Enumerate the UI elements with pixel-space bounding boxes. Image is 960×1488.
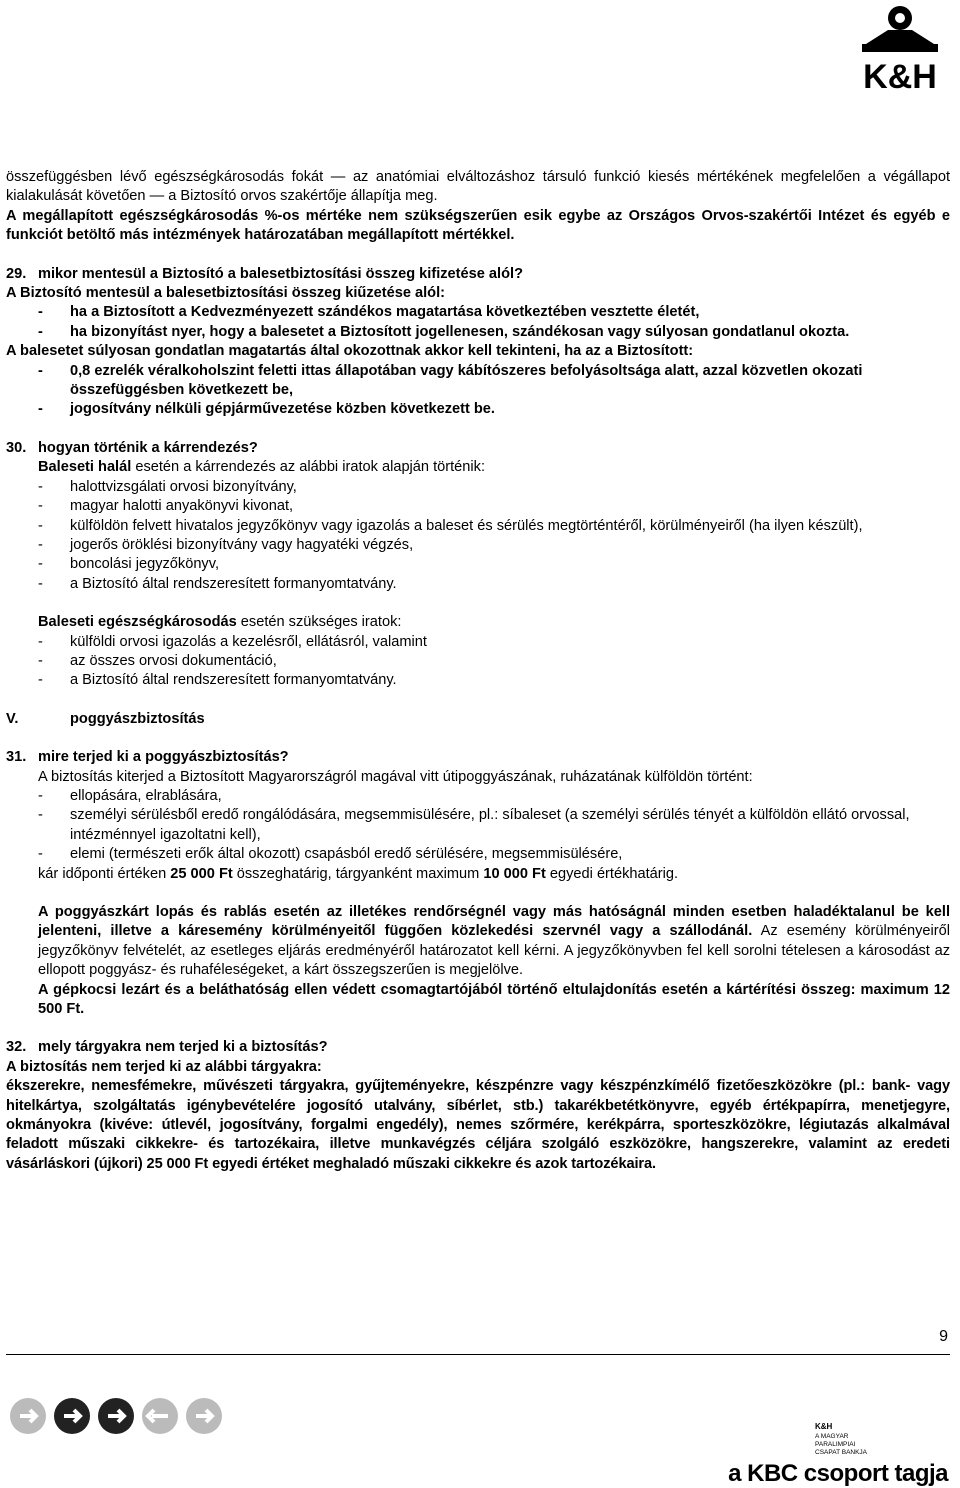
list-item: - ha bizonyítást nyer, hogy a balesetet a Biztosított jogellenesen, szándékosan vagy súlyosan gondatlanul okozta. [38, 323, 850, 340]
question-title: mikor mentesül a Biztosító a balesetbiztosítási összeg kifizetése alól? [38, 265, 523, 282]
svg-text:CSAPAT BANKJA: CSAPAT BANKJA [815, 1449, 868, 1456]
kh-logo [842, 2, 950, 94]
section-title: poggyászbiztosítás [70, 710, 205, 727]
question-number: 31. [6, 749, 27, 766]
list-item: - 0,8 ezrelék véralkoholszint feletti ittas állapotában vagy kábítószeres befolyásoltsága alatt, azzal közvetlen okozati összefüggésben következett be, [38, 362, 863, 399]
question-number: 32. [6, 1039, 27, 1056]
no-food-icon [186, 1398, 222, 1434]
no-photo-icon [142, 1398, 178, 1434]
q32-lead: A biztosítás nem terjed ki az alábbi tárgyakra: [6, 1058, 322, 1075]
q29-lead-2: A balesetet súlyosan gondatlan magatartás által okozottnak akkor kell tekinteni, ha az a Biztosított: [6, 343, 694, 360]
kbc-group-tagline: a KBC csoport tagja [728, 1460, 948, 1487]
q31-lead: A biztosítás kiterjed a Biztosított Magyarországról magával vitt útipoggyászának, ruházatának külföldön történt: [38, 768, 753, 785]
intro-paragraph-1: összefüggésben lévő egészségkárosodás fokát — az anatómiai elváltozáshoz társuló funkció kiesés mértékének megfelelően a végállapot kialakulását követően — a Biztosító orvos szakértője állapítja meg. [6, 169, 950, 205]
list-item: - külföldi orvosi igazolás a kezelésről, ellátásról, valamint [38, 633, 427, 650]
footer-icons [6, 1392, 236, 1450]
svg-text:PARALIMPIAI: PARALIMPIAI [815, 1441, 856, 1448]
paralympic-logo [815, 1420, 879, 1460]
document-body [6, 168, 950, 1174]
q31-limit: kár időponti értéken 25 000 Ft összeghatárig, tárgyanként maximum 10 000 Ft egyedi értékhatárig. [38, 865, 679, 882]
page-number: 9 [939, 1328, 948, 1345]
list-item: - magyar halotti anyakönyvi kivonat, [38, 498, 294, 515]
no-phone-icon [98, 1398, 134, 1434]
list-item: - boncolási jegyzőkönyv, [38, 556, 219, 573]
q29-lead: A Biztosító mentesül a balesetbiztosítási összeg kiűzetése alól: [6, 285, 446, 302]
list-item: - külföldön felvett hivatalos jegyzőkönyv vagy igazolás a baleset és sérülés megtörténtéről, körülményeiről (ha ilyen készült), [38, 517, 863, 534]
list-item: - az összes orvosi dokumentáció, [38, 652, 277, 669]
list-item: - a Biztosító által rendszeresített formanyomtatvány. [38, 575, 397, 592]
list-item: - a Biztosító által rendszeresített formanyomtatvány. [38, 672, 397, 689]
q30-health-lead: Baleseti egészségkárosodás esetén szükséges iratok: [38, 614, 402, 631]
question-title: mire terjed ki a poggyászbiztosítás? [38, 749, 289, 766]
question-31-heading [6, 748, 950, 767]
section-number: V. [6, 710, 19, 727]
question-title: mely tárgyakra nem terjed ki a biztosítás? [38, 1039, 328, 1056]
question-29-heading [6, 265, 950, 284]
list-item: - személyi sérülésből eredő rongálódására, megsemmisülésére, pl.: síbaleset (a személyi sérülés tényét a külföldön ellátó orvossal, intézménnyel igazoltatni kell), [38, 807, 910, 843]
no-smoking-icon [10, 1398, 46, 1434]
question-32-heading [6, 1038, 950, 1057]
svg-text:A MAGYAR: A MAGYAR [815, 1433, 849, 1440]
question-number: 29. [6, 265, 27, 282]
list-item: - ha a Biztosított a Kedvezményezett szándékos magatartása következtében vesztette életét, [38, 304, 700, 321]
question-title: hogyan történik a kárrendezés? [38, 439, 258, 456]
list-item: - halottvizsgálati orvosi bizonyítvány, [38, 478, 297, 495]
list-item: - jogerős öröklési bizonyítvány vagy hagyatéki végzés, [38, 536, 414, 553]
no-entry-icon [54, 1398, 90, 1434]
footer-divider [6, 1354, 950, 1355]
question-30-heading [6, 439, 950, 458]
question-number: 30. [6, 439, 27, 456]
logo-text: K&H [863, 58, 937, 94]
section-5-heading [6, 710, 950, 729]
q32-body: ékszerekre, nemesfémekre, művészeti tárgyakra, gyűjteményekre, készpénzre vagy készpénzkímélő fizetőeszközökre (pl.: bank- vagy hitelkártya, szolgáltatás igénybevételére jogosító utalvány, síbérlet, stb.) takarékbetétkönyvre, egyéb értékpapírra, menetjegyre, okmányokra (kivéve: útlevél, jogosítvány, forgalmi engedély), nemes szőrmére, kerékpárra, sporteszközökre, légiutazás alkalmával feladott műszaki cikkekre- és tartozékaira, illetve munkavégzés céljára szolgáló eszközökre, hangszerekre, valamint az eredeti vásárláskori (újkori) 25 000 Ft egyedi értéket meghaladó műszaki cikkekre és azok tartozékaira. [6, 1078, 950, 1172]
q30-death-lead: Baleseti halál esetén a kárrendezés az alábbi iratok alapján történik: [38, 459, 486, 476]
q31-car-paragraph: A gépkocsi lezárt és a beláthatóság ellen védett csomagtartójából történő eltulajdonítás esetén a kártérítési összeg: maximum 12 500 Ft. [38, 981, 950, 1018]
list-item: - elemi (természeti erők által okozott) csapásból eredő sérülésére, megsemmisülésére, [38, 846, 623, 863]
list-item: - jogosítvány nélküli gépjárművezetése közben következett be. [38, 401, 495, 418]
q31-theft-paragraph: A poggyászkárt lopás és rablás esetén az illetékes rendőrségnél vagy más hatóságnál minden esetben haladéktalanul be kell jelenteni, illetve a káresemény körülményeitől függően közlekedési szervnél vagy a szállodánál. Az esemény körülményeiről jegyzőkönyv felvételét, az esetleges eljárás eredményéről határozatot kell kérni. A jegyzőkönyvben fel kell sorolni tételesen a károsodást az ellopott poggyász- és ruhaféleségeket, a kárt összegszerűen is megjelölve. [38, 904, 950, 979]
intro-paragraph-2: A megállapított egészségkárosodás %-os mértéke nem szükségszerűen esik egybe az Országos Orvos-szakértői Intézet és egyéb e funkciót betöltő más intézmények határozatában megállapított mértékkel. [6, 207, 950, 244]
list-item: - ellopására, elrablására, [38, 787, 222, 804]
svg-text:K&H: K&H [815, 1422, 833, 1431]
